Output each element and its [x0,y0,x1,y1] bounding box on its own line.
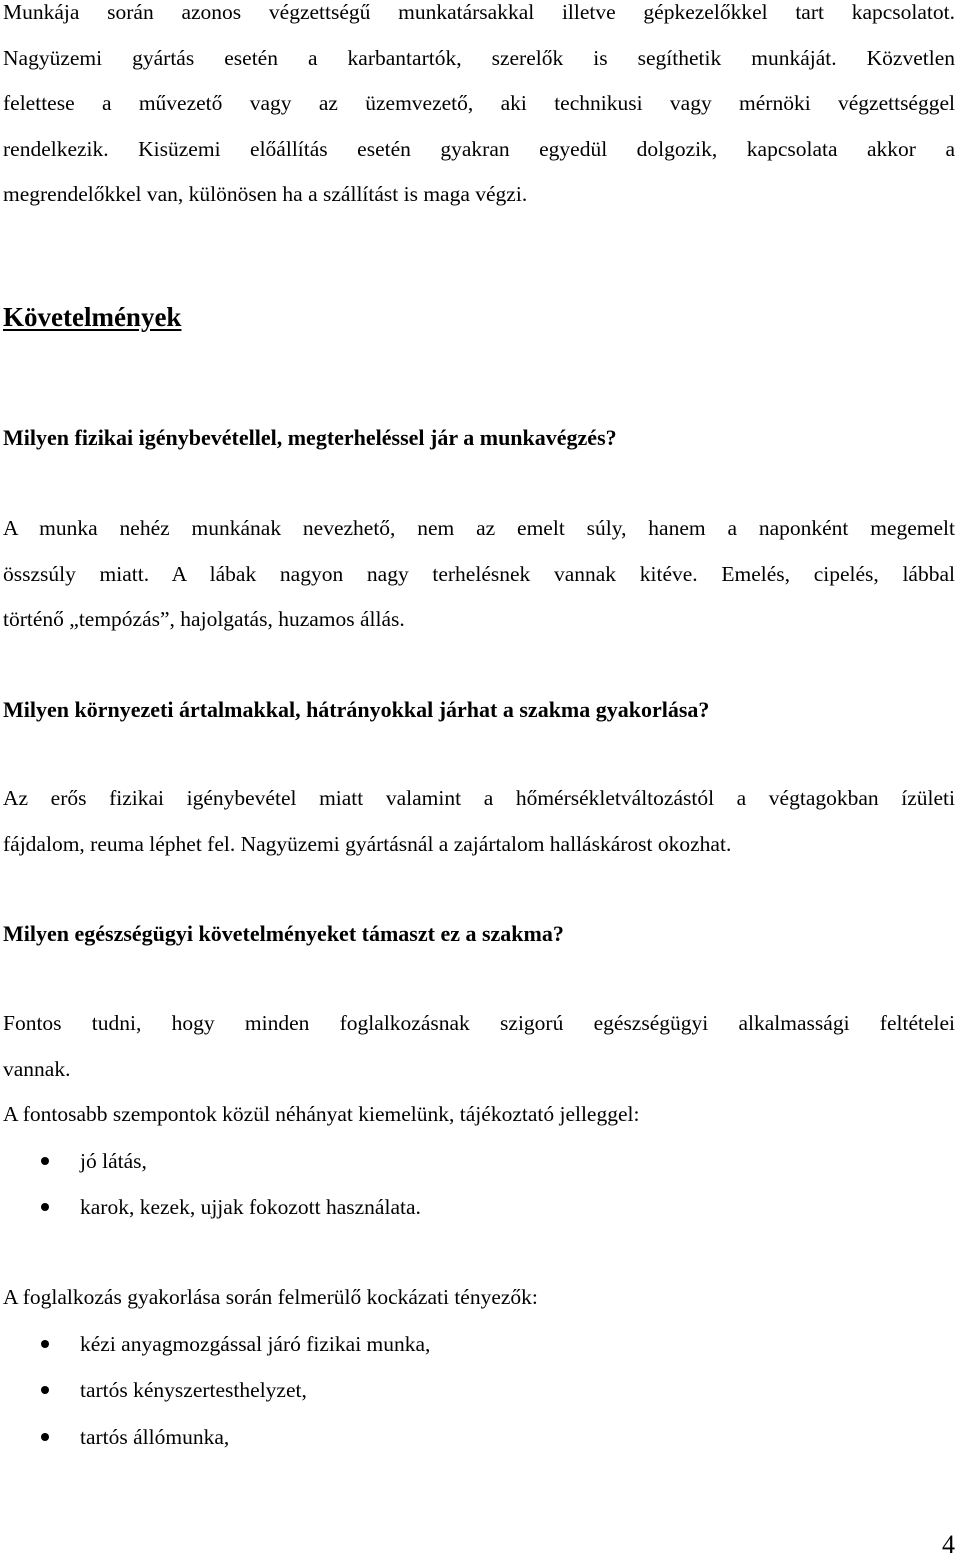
answer-line: A munka nehéz munkának nevezhető, nem az emelt súly, hanem a naponként megemelt [3,516,955,540]
page-number: 4 [942,1530,955,1559]
list-item-text: kézi anyagmozgással járó fizikai munka, [80,1331,431,1356]
answer-physical-load [3,506,955,643]
list-item [3,1367,955,1414]
intro-line: rendelkezik. Kisüzemi előállítás esetén gyakran egyedül dolgozik, kapcsolata akkor a [3,136,955,161]
risk-factors-list [3,1321,955,1461]
intro-line: Nagyüzemi gyártás esetén a karbantartók, szerelők is segíthetik munkáját. Közvetlen [3,45,955,70]
bullet-icon [41,1157,49,1165]
bullet-icon [41,1386,49,1394]
bullet-icon [41,1340,49,1348]
intro-line: Munkája során azonos végzettségű munkatársakkal illetve gépkezelőkkel tart kapcsolatot. [3,0,955,24]
list-item [3,1184,955,1231]
intro-line: megrendelőkkel van, különösen ha a szállítást is maga végzi. [3,182,528,206]
risk-intro: A foglalkozás gyakorlása során felmerülő kockázati tényezők: [3,1285,538,1309]
answer-environmental-hazards [3,776,955,867]
list-item-text: karok, kezek, ujjak fokozott használata. [80,1195,421,1219]
intro-line: felettese a művezető vagy az üzemvezető, aki technikusi vagy mérnöki végzettséggel [3,91,955,115]
question-physical-load: Milyen fizikai igénybevétellel, megterheléssel jár a munkavégzés? [3,425,617,450]
bullet-icon [41,1203,49,1211]
question-health-requirements: Milyen egészségügyi követelményeket támaszt ez a szakma? [3,921,564,946]
list-intro: A fontosabb szempontok közül néhányat kiemelünk, tájékoztató jelleggel: [3,1102,640,1126]
list-item-text: tartós állómunka, [80,1424,230,1449]
list-item [3,1138,955,1185]
question-environmental-hazards: Milyen környezeti ártalmakkal, hátrányokkal járhat a szakma gyakorlása? [3,697,710,722]
intro-paragraph [3,0,955,218]
answer-line: Az erős fizikai igénybevétel miatt valamint a hőmérsékletváltozástól a végtagokban ízületi [3,786,955,810]
bullet-icon [41,1433,49,1441]
health-requirements-list [3,1138,955,1231]
list-item [3,1414,955,1461]
answer-health-requirements [3,1001,955,1231]
answer-line: vannak. [3,1056,71,1081]
answer-line: történő „tempózás”, hajolgatás, huzamos állás. [3,607,405,631]
answer-line: fájdalom, reuma léphet fel. Nagyüzemi gyártásnál a zajártalom halláskárost okozhat. [3,831,732,856]
answer-line: Fontos tudni, hogy minden foglalkozásnak szigorú egészségügyi alkalmassági feltételei [3,1011,955,1035]
answer-line: összsúly miatt. A lábak nagyon nagy terhelésnek vannak kitéve. Emelés, cipelés, lábbal [3,561,955,586]
risk-factors [3,1275,955,1460]
section-heading: Követelmények [3,302,182,332]
list-item-text: tartós kényszertesthelyzet, [80,1378,307,1402]
list-item [3,1321,955,1368]
list-item-text: jó látás, [80,1148,147,1173]
